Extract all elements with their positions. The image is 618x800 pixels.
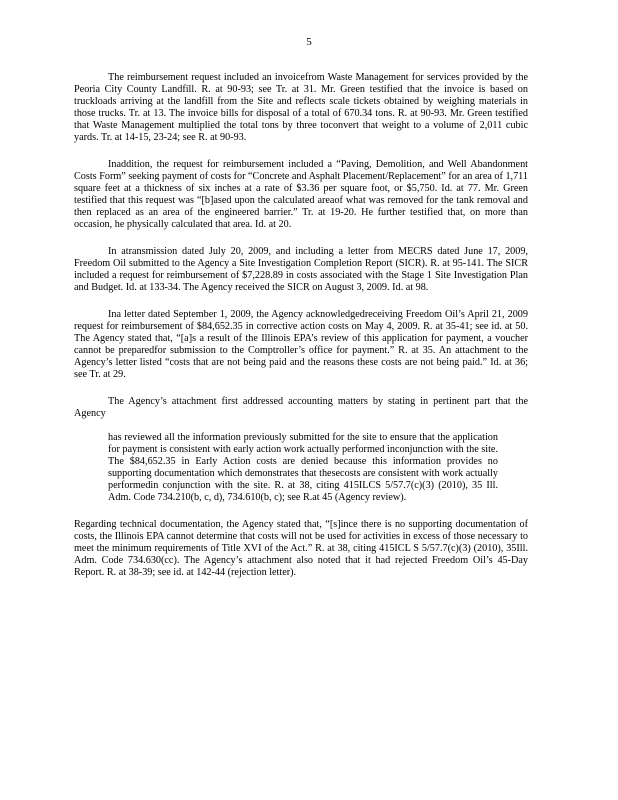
paragraph-sicr-transmission: In atransmission dated July 20, 2009, and including a letter from MECRS dated June 17, 2009, Freedom Oil submitted to the Agency a Site Investigation Completion Report (SICR). R. at 95-141. The SICR included a request for reimbursement of $7,228.89 in costs associated with the Stage 1 Site Investigation Plan and Budget. Id. at 133-34. The Agency received the SICR on August 3, 2009. Id. at 98.: [74, 246, 528, 293]
block-quote: has reviewed all the information previously submitted for the site to ensure that the application for payment is consistent with early action work actually performed inconjunction with the site. The $84,652.35 in Early Action costs are denied because this information provides no supporting documentation which demonstrates that thesecosts are consistent with work actually performedin conjunction with the site. R. at 38, citing 415ILCS 5/57.7(c)(3) (2010), 35 Ill. Adm. Code 734.210(b, c, d), 734.610(b, c); see R.at 45 (Agency review).: [108, 432, 498, 503]
paragraph-technical-documentation: Regarding technical documentation, the Agency stated that, “[s]ince there is no supporting documentation of costs, the Illinois EPA cannot determine that costs will not be used for activities in excess of those necessary to meet the minimum requirements of Title XVI of the Act.” R. at 38, citing 415ICL S 5/57.7(c)(3) (2010), 35Ill. Adm. Code 734.630(cc). The Agency’s attachment also noted that it had rejected Freedom Oil’s 45-Day Report. R. at 38-39; see id. at 142-44 (rejection letter).: [74, 519, 528, 578]
paragraph-paving-costs: Inaddition, the request for reimbursement included a “Paving, Demolition, and Well Abandonment Costs Form” seeking payment of costs for “Concrete and Asphalt Placement/Replacement” for an area of 1,711 square feet at a thickness of six inches at a rate of $3.36 per square foot, or $5,750. Id. at 77. Mr. Green testified that this request was “[b]ased upon the calculated areaof what was removed for the tank removal and then replaced as an area of the engineered barrier.” Tr. at 19-20. He further testified that, on more than occasion, he physically calculated that area. Id. at 20.: [74, 159, 528, 230]
paragraph-agency-attachment: The Agency’s attachment first addressed accounting matters by stating in pertinent part that the Agency: [74, 396, 528, 419]
paragraph-agency-letter: Ina letter dated September 1, 2009, the Agency acknowledgedreceiving Freedom Oil’s April 21, 2009 request for reimbursement of $84,652.35 in corrective action costs on May 4, 2009. R. at 35-41; see id. at 50. The Agency stated that, “[a]s a result of the Illinois EPA’s review of this application for payment, a voucher cannot be preparedfor submission to the Comptroller’s office for payment.” R. at 35. An attachment to the Agency’s letter listed “costs that are not being paid and the reasons these costs are not being paid.” Id. at 36; see Tr. at 29.: [74, 309, 528, 380]
document-body: [74, 72, 528, 579]
paragraph-reimbursement-invoice: The reimbursement request included an invoicefrom Waste Management for services provided by the Peoria City County Landfill. R. at 90-93; see Tr. at 31. Mr. Green testified that the invoice is based on truckloads arriving at the landfill from the Site and reflects scale tickets obtained by weighing materials in those trucks. Tr. at 13. The invoice bills for disposal of a total of 670.34 tons. R. at 90-93. Mr. Green testified that Waste Management multiplied the total tons by three toconvert that weight to a volume of 2,011 cubic yards. Tr. at 14-15, 23-24; see R. at 90-93.: [74, 72, 528, 143]
page-number: 5: [306, 36, 312, 48]
